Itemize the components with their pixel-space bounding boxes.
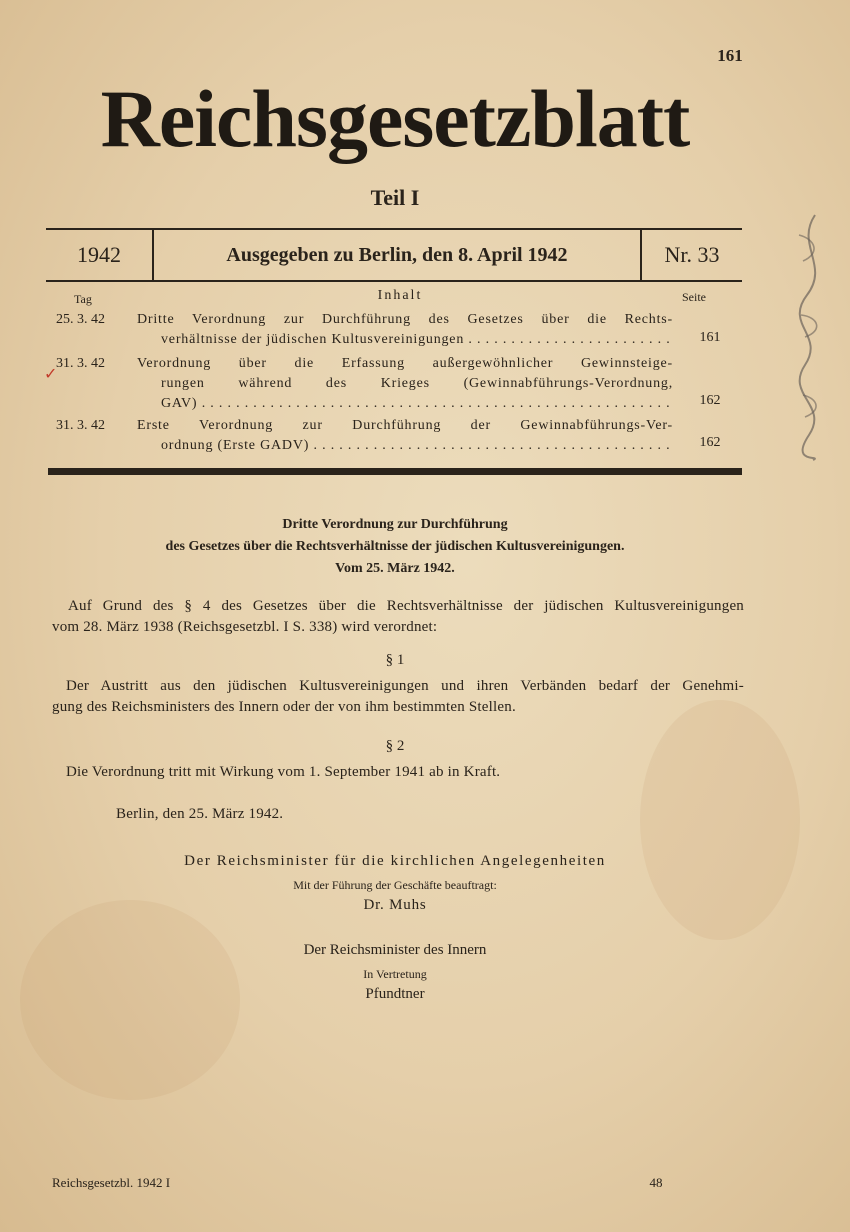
section-1-line: Der Austritt aus den jüdischen Kultusvereinigungen und ihren Verbänden bedarf der Genehmi- [66,678,744,694]
toc-entry-page: 161 [699,330,721,345]
toc-entry-line: Verordnung über die Erfassung außergewöhnlicher Gewinnsteige- [137,356,673,371]
toc-entry-date: 31. 3. 42 [56,356,105,371]
section-2-heading: § 2 [385,738,405,754]
signatory-2-note: In Vertretung [363,967,427,981]
masthead-part: Teil I [370,185,420,210]
toc-day-header: Tag [74,292,92,306]
ordinance-title-line1: Dritte Verordnung zur Durchführung [282,517,508,532]
place-and-date: Berlin, den 25. März 1942. [116,806,284,822]
toc-entry-line-text: GAV) [161,396,198,411]
toc-entry-line-text: verhältnisse der jüdischen Kultusvereinigungen [161,332,465,347]
toc-entry-line: Dritte Verordnung zur Durchführung des Gesetzes über die Rechts- [137,312,673,327]
toc-entry-page: 162 [699,435,721,450]
toc-entry-line: rungen während des Krieges (Gewinnabführungs-Verordnung, [161,376,673,391]
footer-citation: Reichsgesetzbl. 1942 I [52,1175,171,1190]
handwritten-margin-note [785,205,840,465]
section-divider [48,468,742,475]
section-1-text [52,676,744,718]
toc-page-header: Seite [682,290,706,304]
toc-entry-line-text: ordnung (Erste GADV) [161,438,310,453]
footer-number: 48 [649,1175,663,1190]
toc-entry-text [137,310,673,350]
section-1-heading: § 1 [385,652,405,668]
issue-date: Ausgegeben zu Berlin, den 8. April 1942 [154,230,642,280]
preamble-line: Auf Grund des § 4 des Gesetzes über die Rechtsverhältnisse der jüdischen Kultusvereinigungen [68,598,744,614]
toc-entry-page: 162 [699,393,721,408]
masthead-title: Reichsgesetzblatt [100,73,690,164]
toc-entry-line [137,436,673,456]
toc-entry-line [137,394,673,414]
issue-year: 1942 [46,230,154,280]
toc-entry-date: 31. 3. 42 [56,418,105,433]
signatory-1-note: Mit der Führung der Geschäfte beauftragt: [293,878,497,892]
toc-entry-line [137,330,673,350]
signatory-2-title: Der Reichsminister des Innern [303,942,487,958]
toc-entry-date: 25. 3. 42 [56,312,105,327]
check-mark-icon: ✓ [44,366,58,383]
preamble-line: vom 28. März 1938 (Reichsgesetzbl. I S. 338) wird verordnet: [52,619,438,635]
toc-entry-line: Erste Verordnung zur Durchführung der Gewinnabführungs-Ver- [137,418,673,433]
signatory-1-name: Dr. Muhs [363,897,427,913]
issue-number: Nr. 33 [664,242,720,267]
toc-entry-text [137,354,673,414]
signatory-1-title: Der Reichsminister für die kirchlichen Angelegenheiten [184,853,606,869]
ordinance-preamble [52,596,744,638]
ordinance-title-line2: des Gesetzes über die Rechtsverhältnisse der jüdischen Kultusvereinigungen. [165,539,625,554]
toc-entry-text [137,416,673,456]
signatory-2-name: Pfundtner [365,986,425,1002]
section-1-line: gung des Reichsministers des Innern oder der von ihm bestimmten Stellen. [52,699,516,715]
page-number: 161 [717,46,743,65]
issue-header-box [46,228,742,282]
section-2-text: Die Verordnung tritt mit Wirkung vom 1. September 1941 ab in Kraft. [66,764,501,780]
ordinance-date: Vom 25. März 1942. [335,561,455,576]
toc-contents-header: Inhalt [377,288,423,303]
